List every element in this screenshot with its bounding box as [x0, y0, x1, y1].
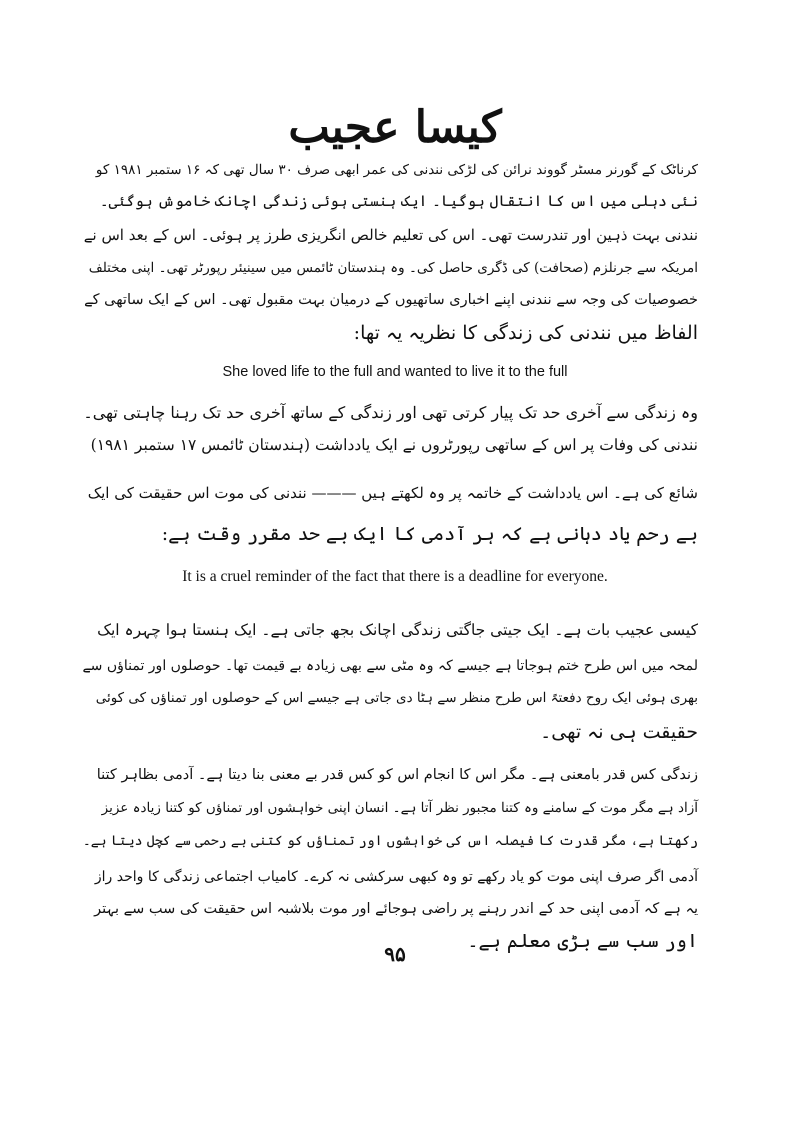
paragraph-2-line-3: خصوصیات کی وجہ سے نندنی اپنے اخباری ساتھیوں کے درمیان بہت مقبول تھی۔ اس کے ایک ساتھی کے [84, 292, 698, 308]
paragraph-5-line-3: بھری ہوئی ایک روح دفعتہً اس طرح منظر سے ہٹا دی جاتی ہے جیسے اس کے حوصلوں اور تمناؤں کی کوئی [95, 690, 698, 706]
paragraph-6-line-1: زندگی کس قدر بامعنی ہے۔ مگر اس کا انجام اس کو کس قدر بے معنی بنا دیتا ہے۔ آدمی بظاہر کتنا [96, 767, 698, 783]
english-quote-2: It is a cruel reminder of the fact that there is a deadline for everyone. [182, 568, 608, 585]
paragraph-5-line-2: لمحہ میں اس طرح ختم ہوجاتا ہے جیسے کہ وہ مٹی سے بھی زیادہ بے قیمت تھا۔ حوصلوں اور تمناؤں سے [82, 658, 698, 674]
paragraph-7-line-3: اور سب سے بڑی معلم ہے۔ [467, 930, 698, 952]
paragraph-7-line-2: یہ ہے کہ آدمی اپنی حد کے اندر رہنے پر راضی ہوجائے اور موت بلاشبہ اس حقیقت کی سب سے بہتر [94, 901, 698, 917]
paragraph-5-line-4: حقیقت ہی نہ تھی۔ [540, 721, 698, 743]
page-title: کیسا عجیب [288, 102, 502, 153]
paragraph-6-line-3: رکھتا ہے، مگر قدرت کا فیصلہ اس کی خواہشوں اور تمناؤں کو کتنی بے رحمی سے کچل دیتا ہے۔ [82, 833, 698, 849]
paragraph-5-line-1: کیسی عجیب بات ہے۔ ایک جیتی جاگتی زندگی اچانک بجھ جاتی ہے۔ ایک ہنستا ہوا چہرہ ایک [97, 621, 698, 639]
paragraph-1-line-2: نئی دہلی میں اس کا انتقال ہوگیا۔ ایک ہنستی ہوئی زندگی اچانک خاموش ہوگئی۔ [99, 192, 698, 210]
paragraph-6-line-2: آزاد ہے مگر موت کے سامنے وہ کتنا مجبور نظر آتا ہے۔ انسان اپنی خواہشوں اور تمناؤں کو کتنا زیادہ عزیز [101, 800, 698, 816]
paragraph-1-line-1: کرناٹک کے گورنر مسٹر گووند نرائن کی لڑکی نندنی کی عمر ابھی صرف ۳۰ سال تھی کہ ۱۶ ستمبر ۱۹۸۱ کو [95, 162, 698, 178]
paragraph-2-line-4: الفاظ میں نندنی کی زندگی کا نظریہ یہ تھا: [353, 322, 698, 344]
paragraph-4-line-2: شائع کی ہے۔ اس یادداشت کے خاتمہ پر وہ لکھتے ہیں ——— نندنی کی موت اس حقیقت کی ایک [87, 484, 698, 502]
paragraph-3-line-1: وہ زندگی سے آخری حد تک پیار کرتی تھی اور زندگی کے ساتھ آخری حد تک رہنا چاہتی تھی۔ [83, 403, 698, 422]
page-number: ۹۵ [384, 942, 406, 966]
paragraph-7-line-1: آدمی اگر صرف اپنی موت کو یاد رکھے تو وہ کبھی سرکشی نہ کرے۔ کامیاب اجتماعی زندگی کا واحد راز [94, 869, 698, 885]
english-quote-1: She loved life to the full and wanted to live it to the full [222, 364, 568, 380]
paragraph-2-line-1: نندنی بہت ذہین اور تندرست تھی۔ اس کی تعلیم خالص انگریزی طرز پر ہوئی۔ اس کے بعد اس نے [83, 226, 698, 244]
paragraph-2-line-2: امریکہ سے جرنلزم (صحافت) کی ڈگری حاصل کی۔ وہ ہندستان ٹائمس میں سینیئر رپورٹر تھی۔ اپنی مختلف [88, 260, 698, 276]
paragraph-4-line-1: نندنی کی وفات پر اس کے ساتھی رپورٹروں نے ایک یادداشت (ہندستان ٹائمس ۱۷ ستمبر ۱۹۸۱) [90, 436, 698, 454]
paragraph-4-line-3: بے رحم یاد دہانی ہے کہ ہر آدمی کا ایک بے حد مقرر وقت ہے: [161, 523, 698, 545]
